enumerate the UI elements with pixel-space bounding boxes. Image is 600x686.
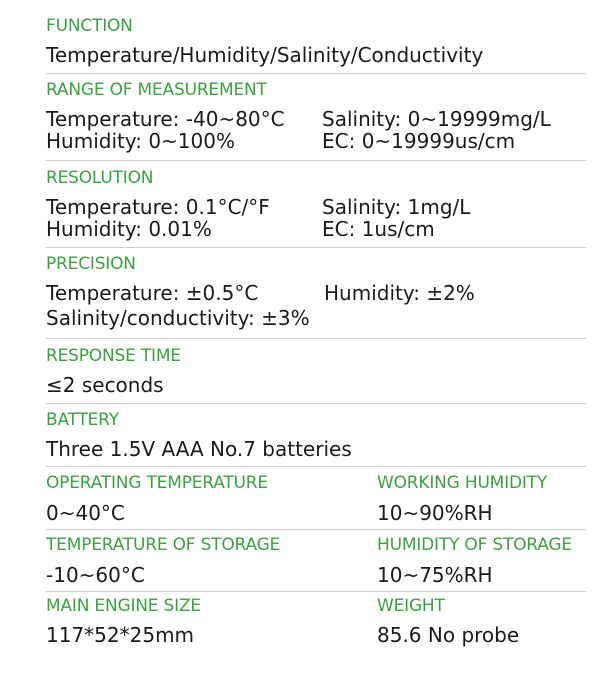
function-value: Temperature/Humidity/Salinity/Conductivity: [46, 43, 484, 67]
divider: [46, 73, 586, 74]
battery-value: Three 1.5V AAA No.7 batteries: [46, 437, 352, 461]
precision-label: PRECISION: [46, 254, 136, 274]
working-humidity-value: 10~90%RH: [377, 501, 493, 525]
range-temperature: Temperature: -40~80°C: [46, 107, 285, 131]
working-humidity-label: WORKING HUMIDITY: [377, 473, 548, 493]
function-label: FUNCTION: [46, 16, 133, 36]
engine-size-label: MAIN ENGINE SIZE: [46, 596, 201, 616]
engine-size-value: 117*52*25mm: [46, 623, 195, 647]
range-humidity: Humidity: 0~100%: [46, 129, 235, 153]
divider: [46, 403, 586, 404]
divider: [46, 529, 586, 530]
precision-humidity: Humidity: ±2%: [324, 281, 475, 305]
resolution-salinity: Salinity: 1mg/L: [322, 195, 471, 219]
resolution-label: RESOLUTION: [46, 168, 154, 188]
divider: [46, 247, 586, 248]
storage-temperature-label: TEMPERATURE OF STORAGE: [46, 535, 281, 555]
response-value: ≤2 seconds: [46, 373, 164, 397]
storage-temperature-value: -10~60°C: [46, 563, 145, 587]
range-salinity: Salinity: 0~19999mg/L: [322, 107, 551, 131]
divider: [46, 160, 586, 161]
divider: [46, 466, 586, 467]
weight-value: 85.6 No probe: [377, 623, 520, 647]
battery-label: BATTERY: [46, 410, 119, 430]
resolution-humidity: Humidity: 0.01%: [46, 217, 212, 241]
resolution-temperature: Temperature: 0.1°C/°F: [46, 195, 270, 219]
response-label: RESPONSE TIME: [46, 346, 181, 366]
weight-label: WEIGHT: [377, 596, 445, 616]
precision-temperature: Temperature: ±0.5°C: [46, 281, 259, 305]
resolution-ec: EC: 1us/cm: [322, 217, 435, 241]
divider: [46, 591, 586, 592]
divider: [46, 338, 586, 339]
operating-temperature-value: 0~40°C: [46, 501, 125, 525]
range-ec: EC: 0~19999us/cm: [322, 129, 516, 153]
storage-humidity-label: HUMIDITY OF STORAGE: [377, 535, 572, 555]
operating-temperature-label: OPERATING TEMPERATURE: [46, 473, 268, 493]
precision-salinity: Salinity/conductivity: ±3%: [46, 306, 310, 330]
storage-humidity-value: 10~75%RH: [377, 563, 493, 587]
range-label: RANGE OF MEASUREMENT: [46, 80, 267, 100]
